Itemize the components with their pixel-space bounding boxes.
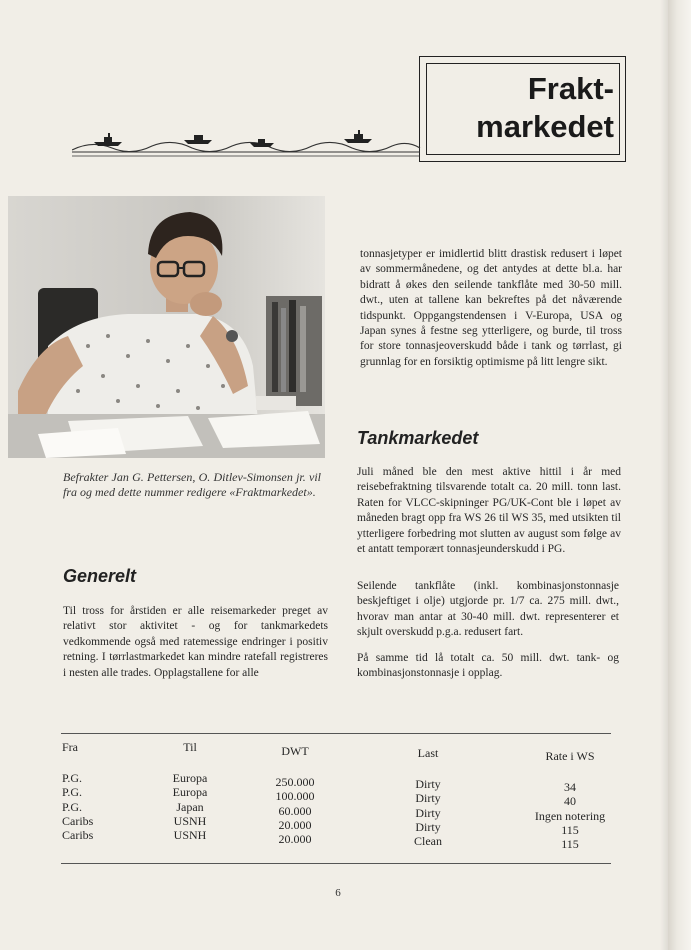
table-cell: 250.000 <box>275 775 315 790</box>
table-cell: USNH <box>173 828 207 843</box>
table-cell: 115 <box>561 822 579 837</box>
ship-1 <box>94 133 122 146</box>
table-cell: Ingen notering <box>534 808 606 823</box>
table-header-rate: Rate i WS <box>545 749 595 763</box>
table-cell: Europa <box>172 771 208 786</box>
section-title <box>426 70 614 146</box>
table-cell: USNH <box>173 813 207 828</box>
table-cell: 20.000 <box>278 817 312 832</box>
table-column-til <box>150 740 230 842</box>
table-bottom-rule <box>61 863 611 864</box>
title-line-1: Frakt- <box>527 71 614 106</box>
table-cell: Clean <box>414 834 442 849</box>
table-cell: Dirty <box>415 791 441 806</box>
table-cell: 115 <box>561 837 579 852</box>
binding-spine <box>668 0 691 950</box>
table-cell: Caribs <box>62 813 94 828</box>
table-header-last: Last <box>417 746 439 760</box>
table-cell: 100.000 <box>275 789 315 804</box>
generelt-paragraph: Til tross for årstiden er alle reisemarkeder preget av relativt stor aktivitet - og for tankmarkedets vedkommende også med ratemessige endringer i positiv retning. I tørrlastmarkedet kan mindre ratefall registreres i nesten alle trades. Opplagstallene for alle <box>63 605 328 679</box>
table-cell: Caribs <box>62 828 94 843</box>
table-cell: 20.000 <box>278 832 312 847</box>
table-cell: 34 <box>564 780 576 795</box>
portrait-photo <box>8 196 325 458</box>
table-header-dwt: DWT <box>281 744 309 758</box>
table-header-fra: Fra <box>62 740 78 754</box>
ship-3 <box>250 139 274 147</box>
table-cell: 40 <box>564 794 576 809</box>
table-cell: P.G. <box>62 799 83 814</box>
table-cell: Dirty <box>415 777 441 792</box>
photo-caption: Befrakter Jan G. Pettersen, O. Ditlev-Simonsen jr. vil fra og med dette nummer redigere «Fraktmarkedet». <box>63 470 321 499</box>
tank-paragraph-3: På samme tid lå totalt ca. 50 mill. dwt. tank- og kombinasjonstonnasje i opplag. <box>357 652 619 680</box>
ship-4 <box>344 130 372 143</box>
table-column-fra <box>62 740 142 842</box>
tank-paragraph-1: Juli måned ble den mest aktive hittil i år med reisebefraktning tilsvarende totalt ca. 20 mill. tonn last. Raten for VLCC-skipninger PG/UK-Cont ble i løpet av måneden bragt opp fra WS 26 til WS 35, med utsikten til ytterligere forbedring mot slutten av august som følge av et antatt temporært tonnasjeunderskudd i PG. <box>357 466 621 556</box>
table-cell: Dirty <box>415 805 441 820</box>
table-cell: Japan <box>176 799 204 814</box>
continuation-paragraph: tonnasjetyper er imidlertid blitt drastisk redusert i løpet av sommermånedene, og det antydes at dette bl.a. har bidratt å økes den seilende tankflåte med 30-50 mill. dwt., uten at tallene kan bekreftes på det nåværende tidspunkt. Oppgangstendensen i V-Europa, USA og Japan synes å festne seg ytterligere, og burde, til tross for store tonnasjeoverskudd både i tank og tørrlast, gi grunnlag for en forsiktig optimisme på litt lengre sikt. <box>360 248 622 368</box>
tank-paragraph-2: Seilende tankflåte (inkl. kombinasjonstonnasje beskjeftiget i olje) utgjorde pr. 1/7 ca. 275 mill. dwt., hvorav man antar at 30-40 mill. dwt. representerer et skjult overskudd p.g.a. redusert fart. <box>357 580 619 639</box>
table-cell: 60.000 <box>278 803 312 818</box>
table-cell: Europa <box>172 785 208 800</box>
table-cell: Dirty <box>415 819 441 834</box>
waves-with-ships-illustration <box>72 124 422 160</box>
table-column-rate <box>525 749 615 851</box>
table-column-dwt <box>255 744 335 846</box>
table-cell: P.G. <box>62 771 83 786</box>
heading-generelt: Generelt <box>63 566 137 586</box>
table-cell: P.G. <box>62 785 83 800</box>
page-edge-shadow <box>660 0 668 950</box>
heading-tankmarkedet: Tankmarkedet <box>357 428 479 448</box>
table-header-til: Til <box>183 740 197 754</box>
table-top-rule <box>61 733 611 734</box>
table-column-last <box>392 746 464 848</box>
title-line-2: markedet <box>476 109 614 144</box>
page-number: 6 <box>335 887 341 899</box>
ship-2 <box>184 135 212 144</box>
